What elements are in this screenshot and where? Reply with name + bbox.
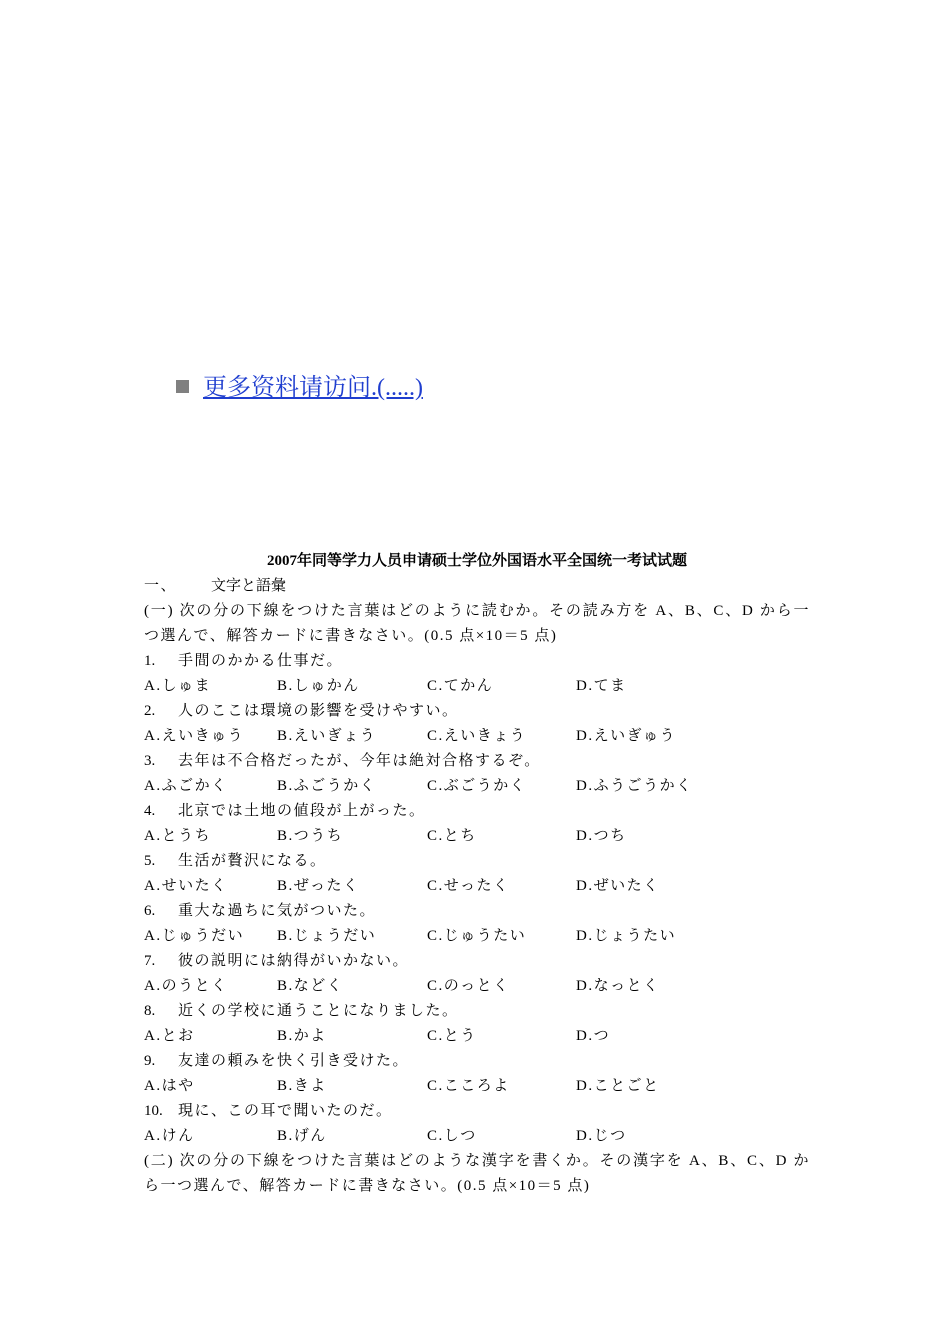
question-stem bbox=[144, 1049, 810, 1074]
exam-title: 2007年同等学力人员申请硕士学位外国语水平全国统一考试试题 bbox=[266, 553, 687, 569]
question-number: 4. bbox=[144, 803, 156, 819]
question-text: 手間のかかる仕事だ。 bbox=[178, 653, 344, 669]
question-number: 7. bbox=[144, 953, 156, 969]
option-c[interactable]: C.のっとく bbox=[427, 978, 510, 994]
question-number: 8. bbox=[144, 1003, 156, 1019]
question-stem bbox=[144, 849, 810, 874]
part1-instruction: (一) 次の分の下線をつけた言葉はどのように読むか。その読み方を A、B、C、D から一つ選んで、解答カードに書きなさい。(0.5 点×10＝5 点) bbox=[144, 603, 810, 644]
question-number: 5. bbox=[144, 853, 156, 869]
question-stem bbox=[144, 749, 810, 774]
option-a[interactable]: A.のうとく bbox=[144, 978, 228, 994]
question-text: 北京では土地の値段が上がった。 bbox=[178, 803, 426, 819]
part2-instruction: (二) 次の分の下線をつけた言葉はどのような漢字を書くか。その漢字を A、B、C、D から一つ選んで、解答カードに書きなさい。(0.5 点×10＝5 点) bbox=[144, 1153, 810, 1194]
option-d[interactable]: D.つ bbox=[576, 1028, 611, 1044]
option-b[interactable]: B.じょうだい bbox=[277, 928, 377, 944]
option-a[interactable]: A.じゅうだい bbox=[144, 928, 245, 944]
question-number: 1. bbox=[144, 653, 156, 669]
square-bullet-icon bbox=[176, 380, 189, 393]
question-stem bbox=[144, 649, 810, 674]
option-d[interactable]: D.つち bbox=[576, 828, 627, 844]
question-stem bbox=[144, 699, 810, 724]
question-text: 友達の頼みを快く引き受けた。 bbox=[178, 1053, 410, 1069]
option-d[interactable]: D.てま bbox=[576, 678, 627, 694]
question-text: 現に、この耳で聞いたのだ。 bbox=[178, 1103, 393, 1119]
option-c[interactable]: C.とち bbox=[427, 828, 477, 844]
question-text: 去年は不合格だったが、今年は絶対合格するぞ。 bbox=[178, 753, 541, 769]
option-c[interactable]: C.えいきょう bbox=[427, 728, 527, 744]
option-b[interactable]: B.つうち bbox=[277, 828, 344, 844]
question-stem bbox=[144, 949, 810, 974]
answer-options bbox=[144, 1074, 810, 1099]
question-text: 重大な過ちに気がついた。 bbox=[178, 903, 377, 919]
answer-options bbox=[144, 724, 810, 749]
option-b[interactable]: B.ふごうかく bbox=[277, 778, 377, 794]
option-d[interactable]: D.ぜいたく bbox=[576, 878, 660, 894]
option-a[interactable]: A.えいきゅう bbox=[144, 728, 245, 744]
option-a[interactable]: A.けん bbox=[144, 1128, 195, 1144]
resource-link[interactable]: 更多资料请访问.(.....) bbox=[203, 375, 423, 401]
option-d[interactable]: D.じつ bbox=[576, 1128, 627, 1144]
answer-options bbox=[144, 874, 810, 899]
option-b[interactable]: B.かよ bbox=[277, 1028, 327, 1044]
question-number: 10. bbox=[144, 1103, 163, 1119]
option-c[interactable]: C.ぶごうかく bbox=[427, 778, 527, 794]
option-c[interactable]: C.とう bbox=[427, 1028, 477, 1044]
option-b[interactable]: B.げん bbox=[277, 1128, 327, 1144]
option-c[interactable]: C.せったく bbox=[427, 878, 510, 894]
option-b[interactable]: B.ぜったく bbox=[277, 878, 360, 894]
exam-document bbox=[144, 549, 810, 1199]
option-d[interactable]: D.じょうたい bbox=[576, 928, 677, 944]
resource-link-line bbox=[176, 372, 423, 404]
answer-options bbox=[144, 674, 810, 699]
option-c[interactable]: C.こころよ bbox=[427, 1078, 510, 1094]
option-d[interactable]: D.えいぎゅう bbox=[576, 728, 677, 744]
question-stem bbox=[144, 799, 810, 824]
answer-options bbox=[144, 774, 810, 799]
option-d[interactable]: D.ふうごうかく bbox=[576, 778, 693, 794]
option-a[interactable]: A.はや bbox=[144, 1078, 195, 1094]
option-b[interactable]: B.きよ bbox=[277, 1078, 327, 1094]
question-stem bbox=[144, 899, 810, 924]
answer-options bbox=[144, 1024, 810, 1049]
option-d[interactable]: D.ことごと bbox=[576, 1078, 660, 1094]
question-stem bbox=[144, 999, 810, 1024]
question-text: 彼の説明には納得がいかない。 bbox=[178, 953, 410, 969]
option-c[interactable]: C.てかん bbox=[427, 678, 494, 694]
answer-options bbox=[144, 1124, 810, 1149]
option-a[interactable]: A.ふごかく bbox=[144, 778, 228, 794]
section-number: 一、 bbox=[144, 578, 178, 594]
option-d[interactable]: D.なっとく bbox=[576, 978, 660, 994]
question-number: 9. bbox=[144, 1053, 156, 1069]
answer-options bbox=[144, 924, 810, 949]
question-number: 2. bbox=[144, 703, 156, 719]
question-list bbox=[144, 649, 810, 1149]
option-c[interactable]: C.じゅうたい bbox=[427, 928, 527, 944]
option-b[interactable]: B.などく bbox=[277, 978, 344, 994]
answer-options bbox=[144, 974, 810, 999]
section-label: 文字と語彙 bbox=[211, 578, 287, 594]
option-c[interactable]: C.しつ bbox=[427, 1128, 477, 1144]
answer-options bbox=[144, 824, 810, 849]
question-number: 3. bbox=[144, 753, 156, 769]
option-b[interactable]: B.えいぎょう bbox=[277, 728, 377, 744]
question-text: 生活が贅沢になる。 bbox=[178, 853, 327, 869]
option-a[interactable]: A.せいたく bbox=[144, 878, 228, 894]
section-heading bbox=[144, 574, 810, 599]
question-stem bbox=[144, 1099, 810, 1124]
option-b[interactable]: B.しゅかん bbox=[277, 678, 360, 694]
option-a[interactable]: A.しゅま bbox=[144, 678, 212, 694]
question-text: 近くの学校に通うことになりました。 bbox=[178, 1003, 459, 1019]
option-a[interactable]: A.とうち bbox=[144, 828, 212, 844]
option-a[interactable]: A.とお bbox=[144, 1028, 195, 1044]
question-number: 6. bbox=[144, 903, 156, 919]
question-text: 人のここは環境の影響を受けやすい。 bbox=[178, 703, 459, 719]
